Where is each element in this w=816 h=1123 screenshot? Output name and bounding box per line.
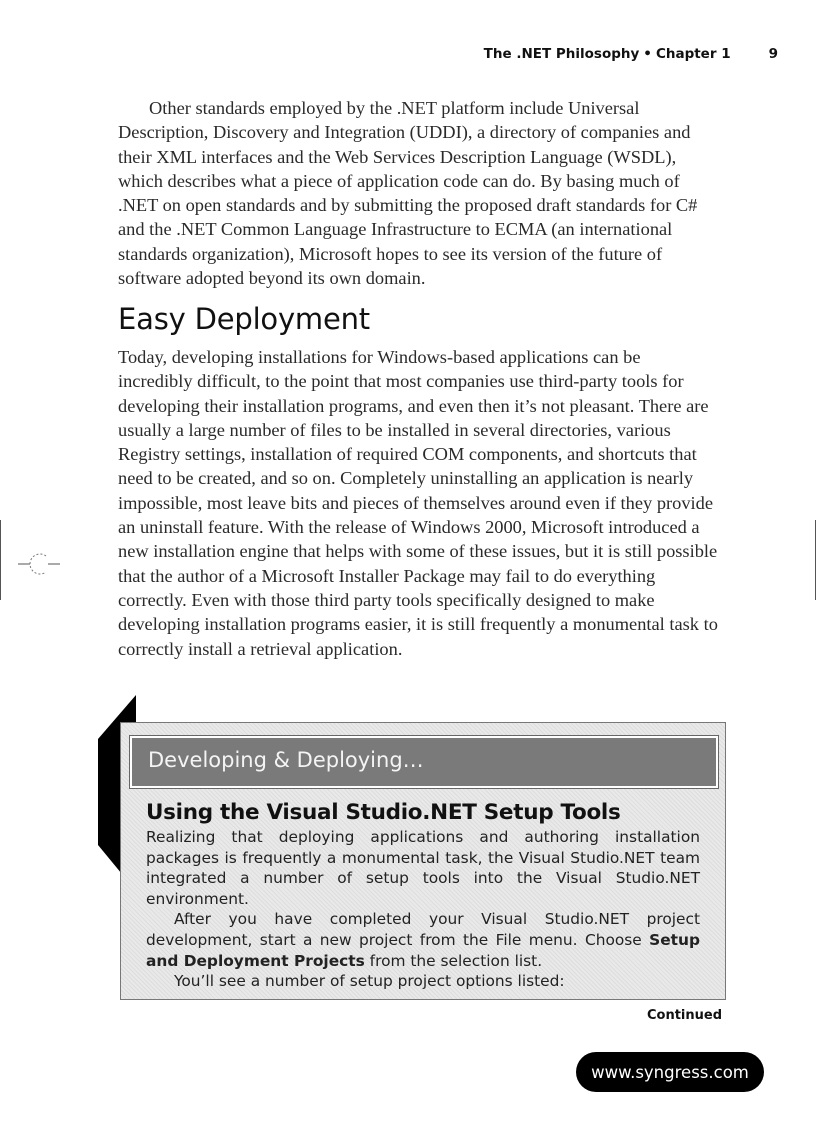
sidebar-banner: [130, 736, 718, 788]
sidebar-body: [146, 827, 700, 992]
registration-mark-icon: [14, 548, 64, 578]
sidebar-paragraph: You’ll see a number of setup project options listed:: [174, 972, 565, 991]
page-number: 9: [768, 46, 778, 62]
crop-mark-left: [0, 520, 1, 600]
running-header: [484, 46, 778, 62]
sidebar-paragraph: Realizing that deploying applications and authoring installation packages is frequently a monumental task, the Visual Studio.NET team integrated a number of setup tools into the Visual Studio.NET environment.: [146, 828, 700, 908]
sidebar-text: from the selection list.: [364, 951, 543, 970]
sidebar-bold-term: Setup and Deployment Projects: [146, 930, 700, 970]
paragraph-text: Other standards employed by the .NET platform include Universal Description, Discovery and Integration (UDDI), a directory of companies and their XML interfaces and the Web Services Description Language (WSDL), which describes what a piece of application code can do. By basing much of .NET on open standards and by submitting the proposed draft standards for C# and the .NET Common Language Infrastructure to ECMA (an international standards organization), Microsoft hopes to see its version of the future of software adopted beyond its own domain.: [118, 98, 698, 289]
deployment-paragraph: Today, developing installations for Windows-based applications can be incredibly difficult, to the point that most companies use third-party tools for developing their installation programs, and even then it’s not pleasant. There are usually a large number of files to be installed in several directories, various Registry settings, installation of required COM components, and shortcuts that need to be created, and so on. Completely uninstalling an application is nearly impossible, most leave bits and pieces of themselves around even if they provide an uninstall feature. With the release of Windows 2000, Microsoft introduced a new installation engine that helps with some of these issues, but it is still possible that the author of a Microsoft Installer Package may fail to do everything correctly. Even with those third party tools specifically designed to make developing installation programs easier, it is still frequently a monumental task to correctly install a retrieval application.: [118, 347, 718, 659]
continued-label: Continued: [646, 1008, 722, 1023]
sidebar-paragraph: [146, 909, 700, 971]
publisher-url[interactable]: www.syngress.com: [576, 1052, 764, 1092]
running-title: The .NET Philosophy: [483, 46, 640, 62]
sidebar-banner-text: Developing & Deploying…: [148, 748, 424, 772]
header-separator: •: [643, 46, 652, 62]
section-heading: Easy Deployment: [118, 302, 370, 336]
intro-paragraph: [118, 96, 718, 290]
chapter-label: Chapter 1: [655, 46, 731, 62]
sidebar-text: After you have completed your Visual Studio.NET project development, start a new project from the File menu. Choose: [146, 910, 700, 949]
sidebar-heading: Using the Visual Studio.NET Setup Tools: [146, 800, 621, 825]
